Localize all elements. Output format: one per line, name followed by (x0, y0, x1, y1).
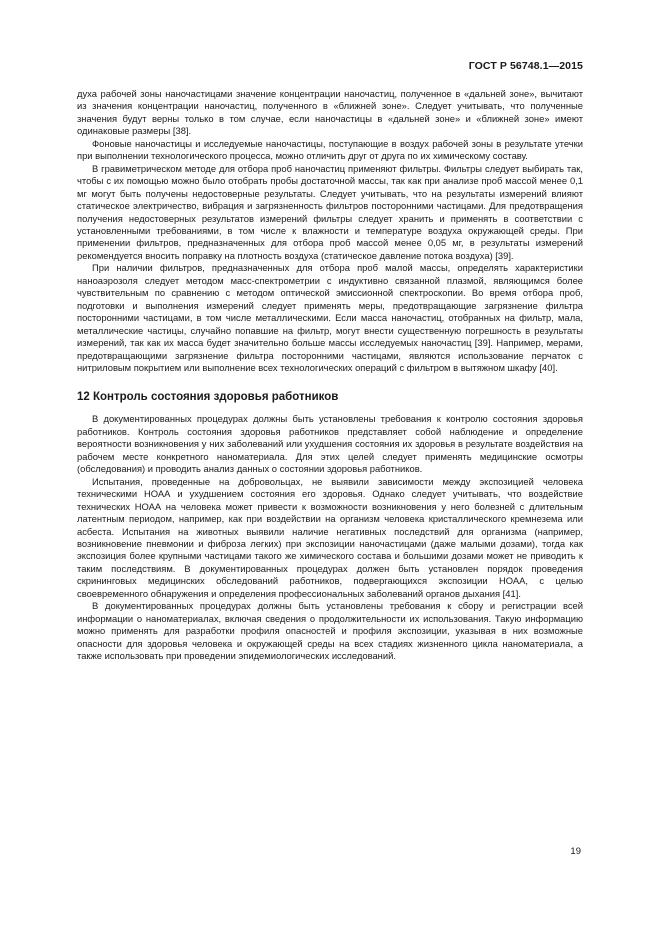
page-body (77, 88, 583, 662)
standard-number: ГОСТ Р 56748.1—2015 (468, 60, 583, 72)
paragraph-volunteer-tests: Испытания, проведенные на добровольцах, не выявили зависимости между экспозицией человека техническими НОАА и ухудшением состояния его здоровья. Однако следует учитывать, что воздействие технических НОАА на человека может привести к возможности возникновения у него болезней с длительным латентным периодом, например, как при воздействии на организм человека кристаллического кремнезема или асбеста. Испытания на животных выявили наличие негативных последствий для организма (например, возникновение пневмонии и фиброза легких) при экспозиции наночастицами (даже малыми дозами), тогда как экспозиция более крупными частицами такого же химического состава и большими дозами может не приводить к таким последствиям. В документированных процедурах должен быть установлен порядок проведения скрининговых медицинских обследований работников, подвергающихся экспозиции НОАА, с целью своевременного обнаружения и определения профессиональных заболеваний органов дыхания [41]. (77, 475, 583, 599)
section-heading: 12 Контроль состояния здоровья работников (77, 391, 339, 404)
paragraph-health-monitoring: В документированных процедурах должны быть установлены требования к контролю состояния здоровья работников. Контроль состояния здоровья работников представляет собой наблюдение и определение вероятности возникновения у них заболеваний или ухудшения состояния их здоровья в результате воздействия на рабочем месте конкретного наноматериала. Для этих целей следует применять медицинские осмотры (обследования) и проводить анализ данных о состоянии здоровья работников. (77, 413, 583, 475)
paragraph-gravimetric-method: В гравиметрическом методе для отбора проб наночастиц применяют фильтры. Фильтры следует выбирать так, чтобы с их помощью можно было отобрать пробы достаточной массы, так как при анализе проб массой менее 0,1 мг могут быть получены недостоверные результаты. Следует учитывать, что на результаты измерений влияют статическое электричество, вибрация и загрязненность фильтров посторонними частицами. Для предотвращения получения недостоверных результатов измерений фильтры следует хранить и применять в соответствии с установленными требованиями, в том числе к влажности и температуре воздуха окружающей среды. При применении фильтров, предназначенных для отбора проб массой менее 0,05 мг, в результаты измерений рекомендуется вносить поправку на плотность воздуха (статическое давление потока воздуха) [39]. (77, 162, 583, 261)
paragraph-mass-spectrometry: При наличии фильтров, предназначенных для отбора проб малой массы, определять характеристики наноаэрозоля следует методом масс-спектрометрии с индуктивно связанной плазмой, являющимся более чувствительным по сравнению с методом оптической эмиссионной спектроскопии. Во время отбора проб, подготовки и выполнения измерений следует применять меры, предотвращающие загрязнение фильтра посторонними частицами, в том числе металлическими. Если масса наночастиц, отобранных на фильтр, мала, металлические частицы, случайно попавшие на фильтр, могут внести существенную погрешность в результаты измерений, так как их масса будет значительно больше массы исследуемых наночастиц [39]. Например, мерами, предотвращающими загрязнение фильтра посторонними частицами, являются использование перчаток с нитриловым покрытием или выполнение всех технологических операций с фильтром в вытяжном шкафу [40]. (77, 262, 583, 373)
paragraph-information-registration: В документированных процедурах должны быть установлены требования к сбору и регистрации всей информации о наноматериалах, включая сведения о продолжительности их использования. Такую информацию можно применять для разработки профиля опасностей и профиля экспозиции, указывая в них возможные опасности для здоровья человека и окружающей среды на всех стадиях жизненного цикла наноматериала, а также использовать при проведении эпидемиологических исследований. (77, 600, 583, 662)
paragraph-background-nanoparticles: Фоновые наночастицы и исследуемые наночастицы, поступающие в воздух рабочей зоны в результате утечки при выполнении технологического процесса, можно отличить друг от друга по их химическому составу. (77, 137, 583, 162)
page-number: 19 (570, 846, 581, 857)
paragraph-far-zone: духа рабочей зоны наночастицами значение концентрации наночастиц, полученное в «дальней зоне», вычитают из значения концентрации наночастиц, полученного в «ближней зоне». Следует учитывать, что полученные значения будут верны только в том случае, если наночастицы в «дальней зоне» и «ближней зоне» имеют одинаковые размеры [38]. (77, 88, 583, 137)
